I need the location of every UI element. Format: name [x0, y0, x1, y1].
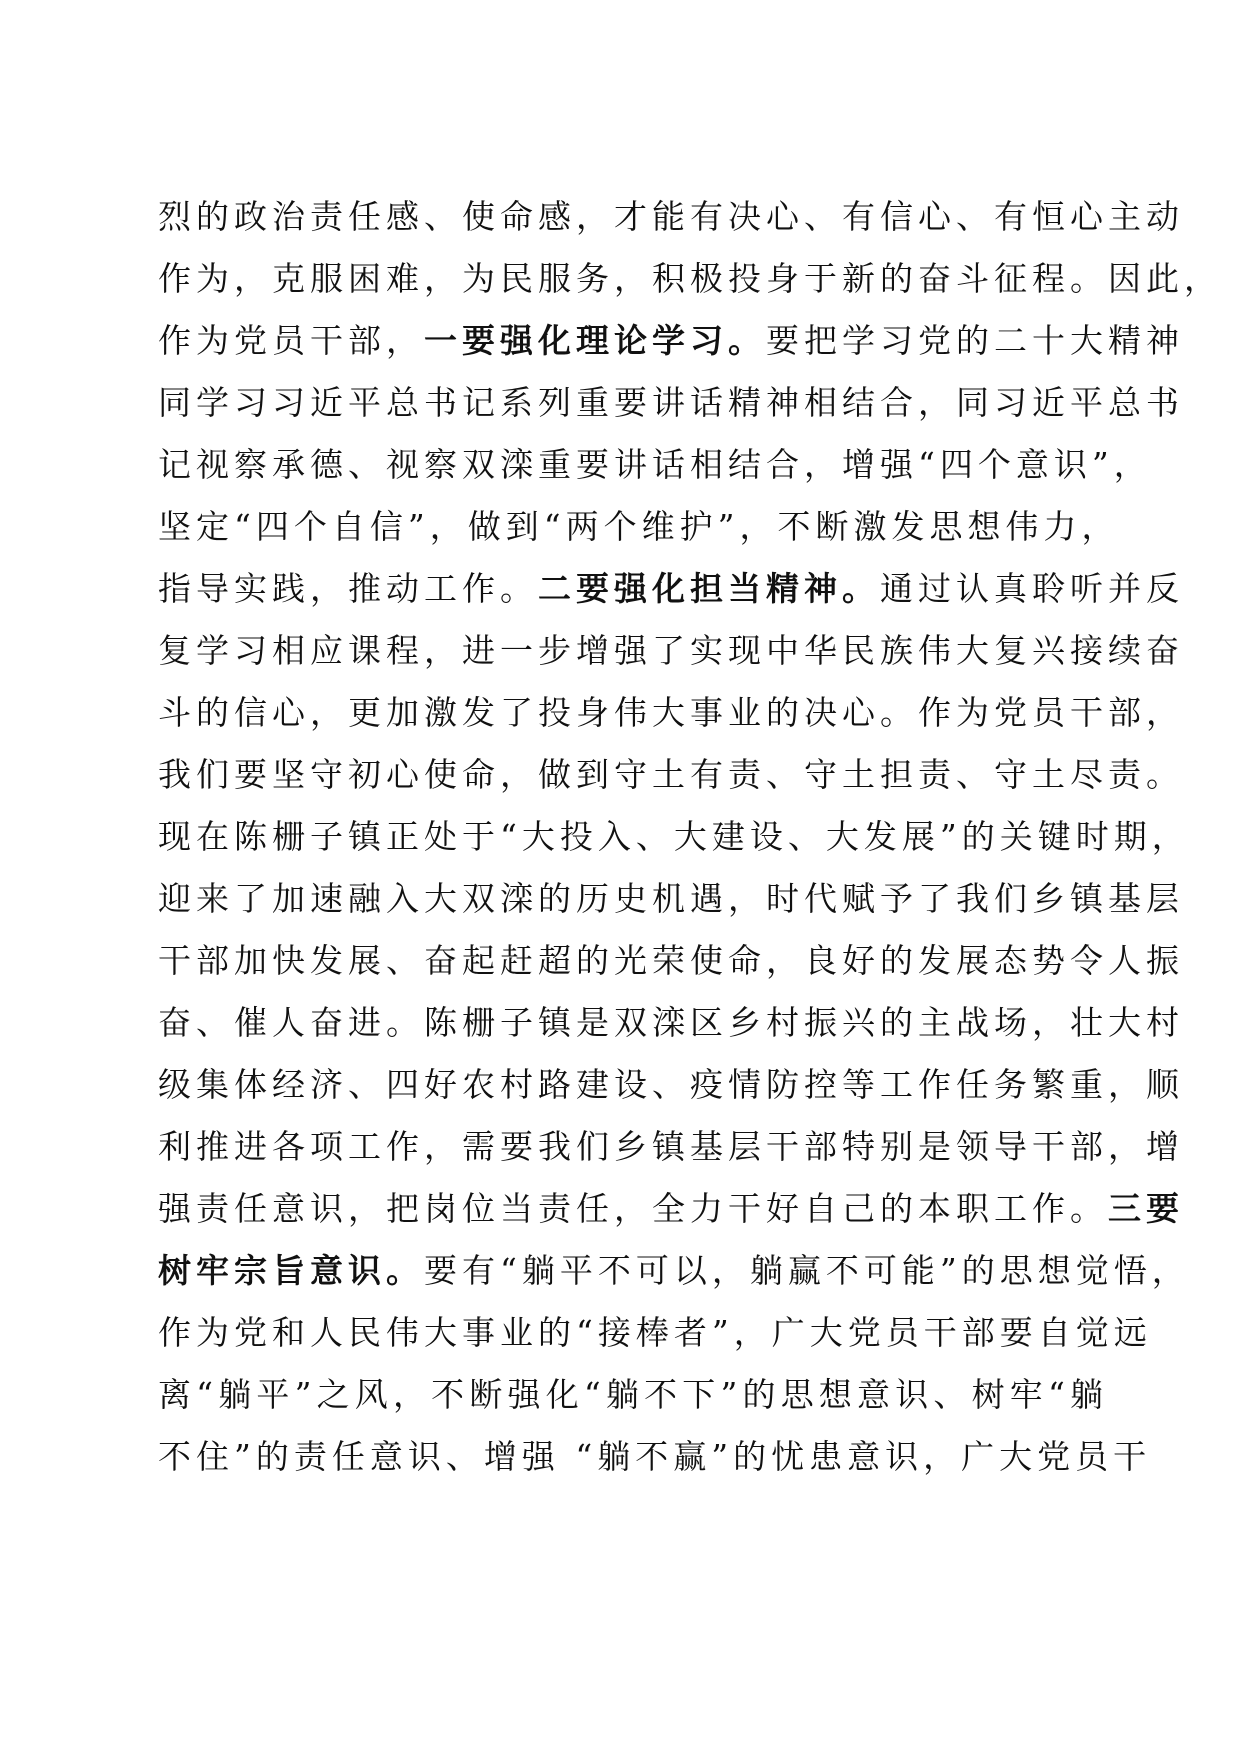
line-text: 利推进各项工作，需要我们乡镇基层干部特别是领导干部，增: [158, 1127, 1184, 1166]
line-text: 要有“躺平不可以，躺赢不可能”的思想觉悟，: [424, 1251, 1190, 1290]
text-line: [158, 1302, 1152, 1364]
text-line: [158, 1240, 1190, 1302]
text-line: [158, 744, 1184, 806]
line-text: 干部加快发展、奋起赶超的光荣使命，良好的发展态势令人振: [158, 941, 1184, 980]
text-line: [158, 868, 1184, 930]
bold-heading-text: 三要: [1108, 1189, 1184, 1228]
line-text: 通过认真聆听并反: [880, 569, 1184, 608]
bold-heading-text: 二要强化担当精神。: [538, 569, 880, 608]
text-line: [158, 1426, 1152, 1488]
text-line: [158, 992, 1184, 1054]
line-text: 记视察承德、视察双滦重要讲话相结合，增强“四个意识”，: [158, 445, 1152, 484]
body-text: [158, 186, 1222, 1488]
line-text: 现在陈栅子镇正处于“大投入、大建设、大发展”的关键时期，: [158, 817, 1190, 856]
text-line: [158, 434, 1152, 496]
line-text: 要把学习党的二十大精神: [766, 321, 1184, 360]
text-line: [158, 620, 1184, 682]
text-line: [158, 558, 1184, 620]
bold-heading-text: 一要强化理论学习。: [424, 321, 766, 360]
line-text: 指导实践，推动工作。: [158, 569, 538, 608]
line-text: 迎来了加速融入大双滦的历史机遇，时代赋予了我们乡镇基层: [158, 879, 1184, 918]
text-line: [158, 186, 1184, 248]
text-line: [158, 930, 1184, 992]
text-line: [158, 496, 1120, 558]
line-text: 离“躺平”之风，不断强化“躺不下”的思想意识、树牢“躺: [158, 1375, 1108, 1414]
line-text: 奋、催人奋进。陈栅子镇是双滦区乡村振兴的主战场，壮大村: [158, 1003, 1184, 1042]
text-line: [158, 806, 1190, 868]
line-text: 我们要坚守初心使命，做到守土有责、守土担责、守土尽责。: [158, 755, 1184, 794]
line-text: 烈的政治责任感、使命感，才能有决心、有信心、有恒心主动: [158, 197, 1184, 236]
text-line: [158, 1116, 1184, 1178]
line-text: 作为党员干部，: [158, 321, 424, 360]
text-line: [158, 1178, 1184, 1240]
line-text: 同学习习近平总书记系列重要讲话精神相结合，同习近平总书: [158, 383, 1184, 422]
text-line: [158, 248, 1222, 310]
bold-heading-text: 树牢宗旨意识。: [158, 1251, 424, 1290]
text-line: [158, 1364, 1108, 1426]
line-text: 作为，克服困难，为民服务，积极投身于新的奋斗征程。因此，: [158, 259, 1222, 298]
text-line: [158, 372, 1184, 434]
line-text: 级集体经济、四好农村路建设、疫情防控等工作任务繁重，顺: [158, 1065, 1184, 1104]
line-text: 斗的信心，更加激发了投身伟大事业的决心。作为党员干部，: [158, 693, 1184, 732]
line-text: 坚定“四个自信”，做到“两个维护”，不断激发思想伟力，: [158, 507, 1120, 546]
line-text: 不住”的责任意识、增强 “躺不赢”的忧患意识，广大党员干: [158, 1437, 1152, 1476]
line-text: 强责任意识，把岗位当责任，全力干好自己的本职工作。: [158, 1189, 1108, 1228]
line-text: 复学习相应课程，进一步增强了实现中华民族伟大复兴接续奋: [158, 631, 1184, 670]
text-line: [158, 310, 1184, 372]
text-line: [158, 682, 1184, 744]
line-text: 作为党和人民伟大事业的“接棒者”，广大党员干部要自觉远: [158, 1313, 1152, 1352]
text-line: [158, 1054, 1184, 1116]
